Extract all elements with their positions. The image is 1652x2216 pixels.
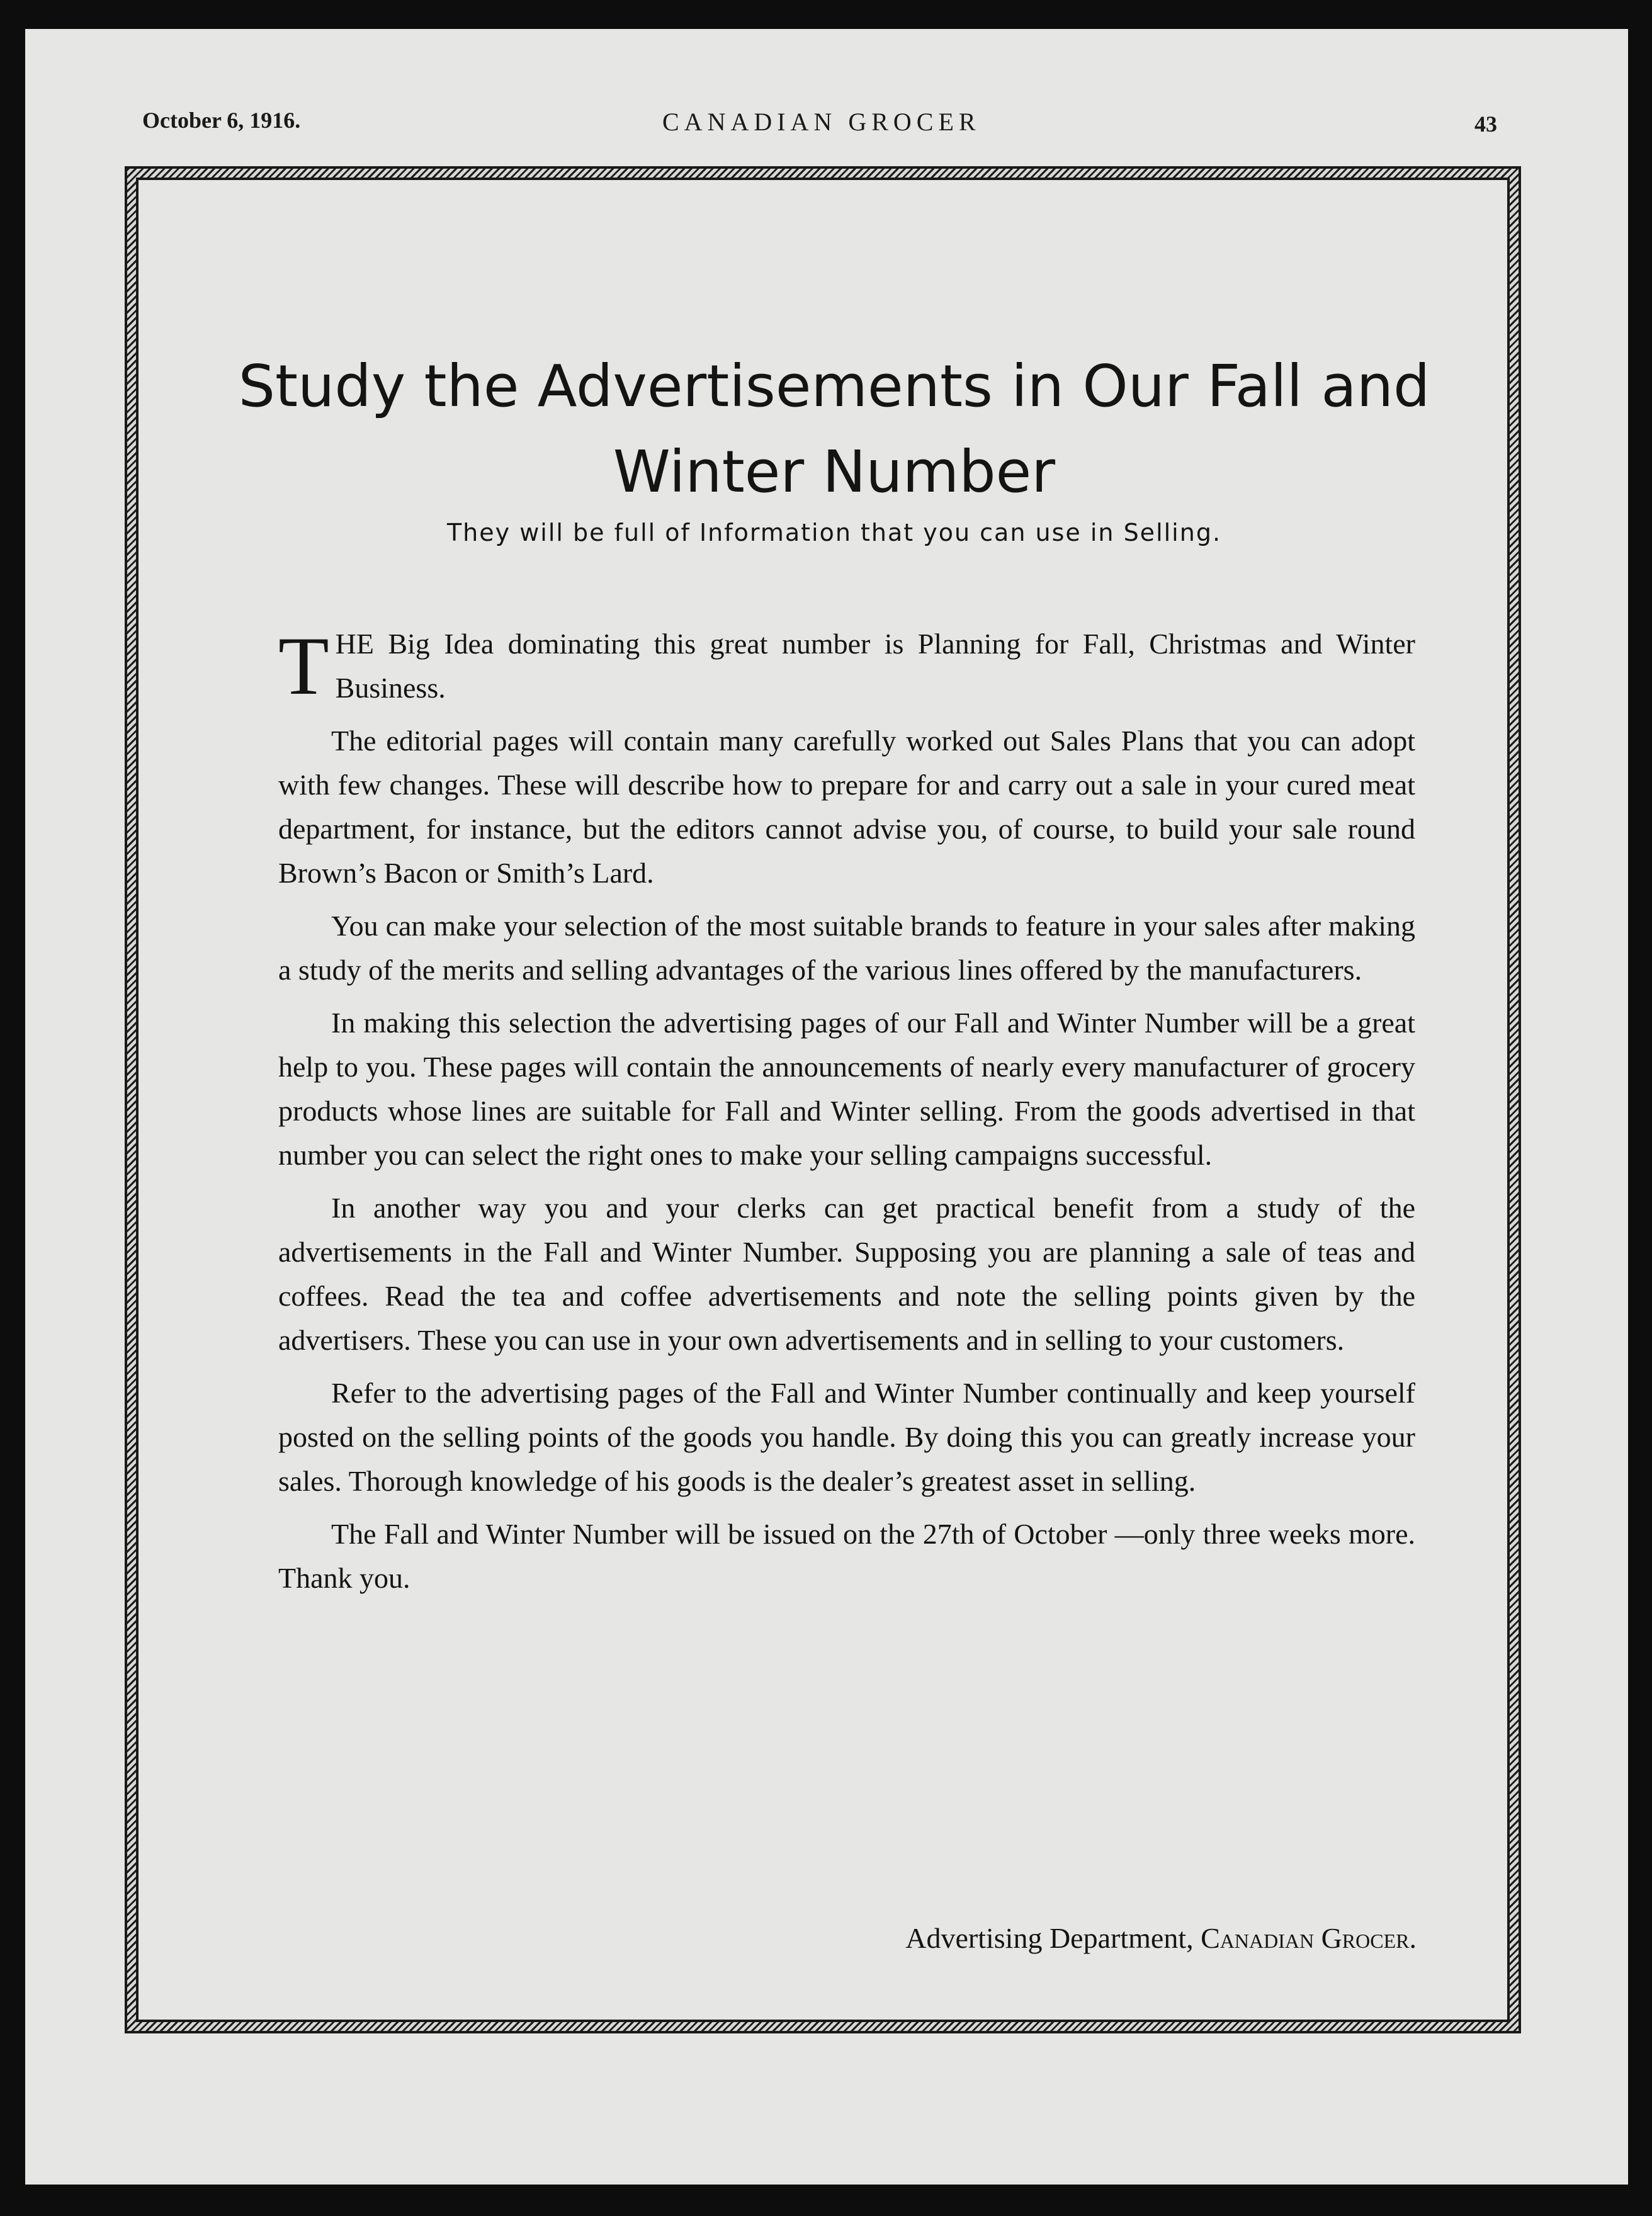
drop-cap: T (278, 619, 329, 712)
lead-paragraph-text: HE Big Idea dominating this great number is Planning for Fall, Christmas and Winter Business. (335, 628, 1415, 704)
page-number: 43 (1474, 111, 1497, 137)
issue-date: October 6, 1916. (142, 108, 301, 133)
publication-title: CANADIAN GROCER (662, 108, 981, 136)
body-paragraph: In making this selection the advertising pages of our Fall and Winter Number will be a great help to you. These pages will contain the announcements of nearly every manufacturer of grocery products whose lines are suitable for Fall and Winter selling. From the goods advertised in that number you can select the right ones to make your selling campaigns successful. (278, 1007, 1415, 1171)
body-paragraph: In another way you and your clerks can get practical benefit from a study of the advertisements in the Fall and Winter Number. Supposing you are planning a sale of teas and coffees. Read the tea and coffee advertisements and note the selling points given by the advertisers. These you can use in your own advertisements and in selling to your customers. (278, 1192, 1415, 1356)
body-paragraph: Refer to the advertising pages of the Fall and Winter Number continually and keep yourself posted on the selling points of the goods you handle. By doing this you can greatly increase your sales. Thorough knowledge of his goods is the dealer’s greatest asset in selling. (278, 1377, 1415, 1497)
ad-subhead: They will be full of Information that you can use in Selling. (446, 519, 1222, 546)
ad-panel (139, 180, 1507, 2020)
body-paragraph: You can make your selection of the most suitable brands to feature in your sales after making a study of the merits and selling advantages of the various lines offered by the manufacturers. (278, 910, 1415, 986)
ad-border-frame (127, 169, 1519, 2031)
ad-headline: Study the Advertisements in Our Fall and Winter Number (238, 353, 1430, 506)
body-paragraph: The editorial pages will contain many carefully worked out Sales Plans that you can adopt with few changes. These will describe how to prepare for and carry out a sale in your cured meat department, for instance, but the editors cannot advise you, of course, to build your sale round Brown’s Bacon or Smith’s Lard. (278, 725, 1415, 889)
lead-paragraph (278, 619, 1415, 712)
signoff-publication: Canadian Grocer. (1201, 1922, 1417, 1954)
ad-signoff (623, 1921, 1417, 1955)
body-paragraph: The Fall and Winter Number will be issued on the 27th of October —only three weeks more. Thank you. (278, 1518, 1415, 1594)
scanned-page (25, 29, 1628, 2185)
signoff-department: Advertising Department, (905, 1922, 1194, 1954)
ad-body (278, 619, 1415, 1609)
